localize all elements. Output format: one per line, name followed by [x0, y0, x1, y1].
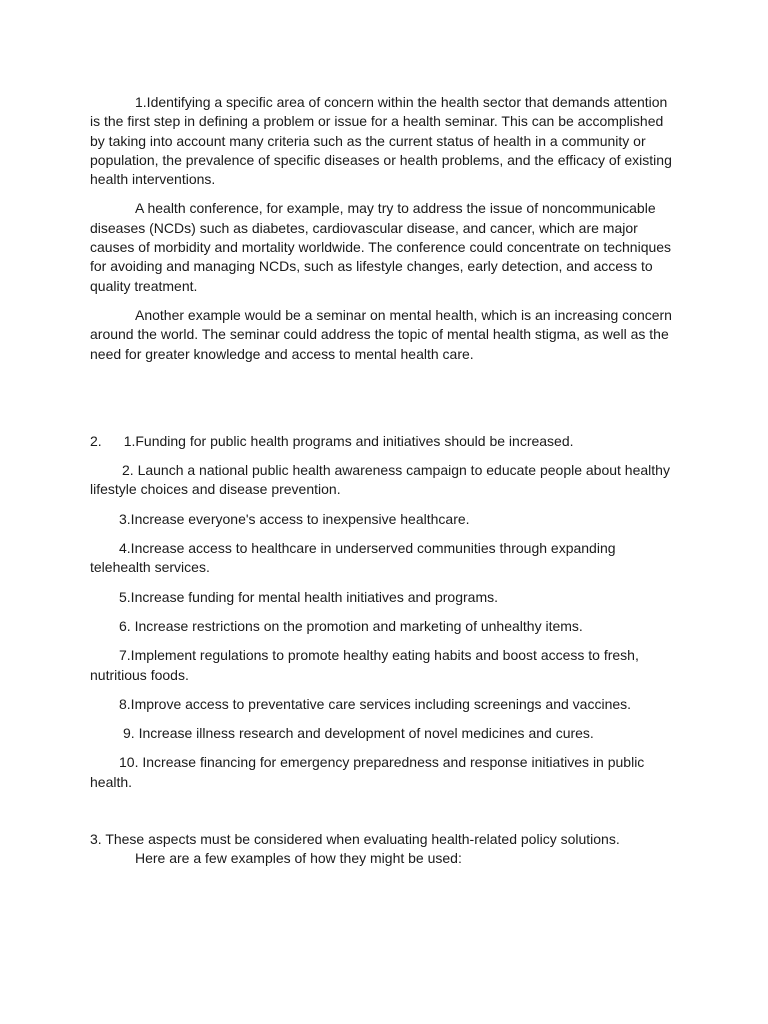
document-page [90, 93, 680, 869]
section2-item-10: 10. Increase financing for emergency preparedness and response initiatives in public health. [90, 754, 649, 790]
section2-item-3: 3.Increase everyone's access to inexpensive healthcare. [119, 510, 470, 527]
section2-item-6: 6. Increase restrictions on the promotion and marketing of unhealthy items. [119, 617, 583, 634]
section2-item-8: 8.Improve access to preventative care services including screenings and vaccines. [119, 695, 632, 712]
section2-item-5: 5.Increase funding for mental health initiatives and programs. [119, 588, 498, 605]
section2-number: 2. [90, 432, 102, 449]
section3-line-2: Here are a few examples of how they might be used: [135, 850, 462, 867]
section2-item-7: 7.Implement regulations to promote healthy eating habits and boost access to fresh, nutritious foods. [90, 647, 643, 683]
section1-paragraph-2: A health conference, for example, may try to address the issue of noncommunicable diseases (NCDs) such as diabetes, cardiovascular disease, and cancer, which are major causes of morbidity and mortality worldwide. The conference could concentrate on techniques for avoiding and managing NCDs, such as lifestyle changes, early detection, and access to quality treatment. [90, 200, 675, 294]
section1-paragraph-1: 1.Identifying a specific area of concern within the health sector that demands attention is the first step in defining a problem or issue for a health seminar. This can be accomplished by taking into account many criteria such as the current status of health in a community or population, the prevalence of specific diseases or health problems, and the efficacy of existing health interventions. [90, 94, 676, 188]
section3-line-1: 3. These aspects must be considered when evaluating health-related policy solutions. [90, 831, 620, 848]
section2-item-2: 2. Launch a national public health awareness campaign to educate people about healthy lifestyle choices and disease prevention. [90, 462, 674, 498]
section2-item-4: 4.Increase access to healthcare in underserved communities through expanding telehealth services. [90, 540, 620, 576]
section2-item-9: 9. Increase illness research and development of novel medicines and cures. [123, 725, 594, 742]
section2-item-1 [90, 432, 680, 451]
section2-item-1-text: 1.Funding for public health programs and initiatives should be increased. [123, 432, 574, 449]
section1-paragraph-3: Another example would be a seminar on mental health, which is an increasing concern around the world. The seminar could address the topic of mental health stigma, as well as the need for greater knowledge and access to mental health care. [90, 306, 676, 362]
